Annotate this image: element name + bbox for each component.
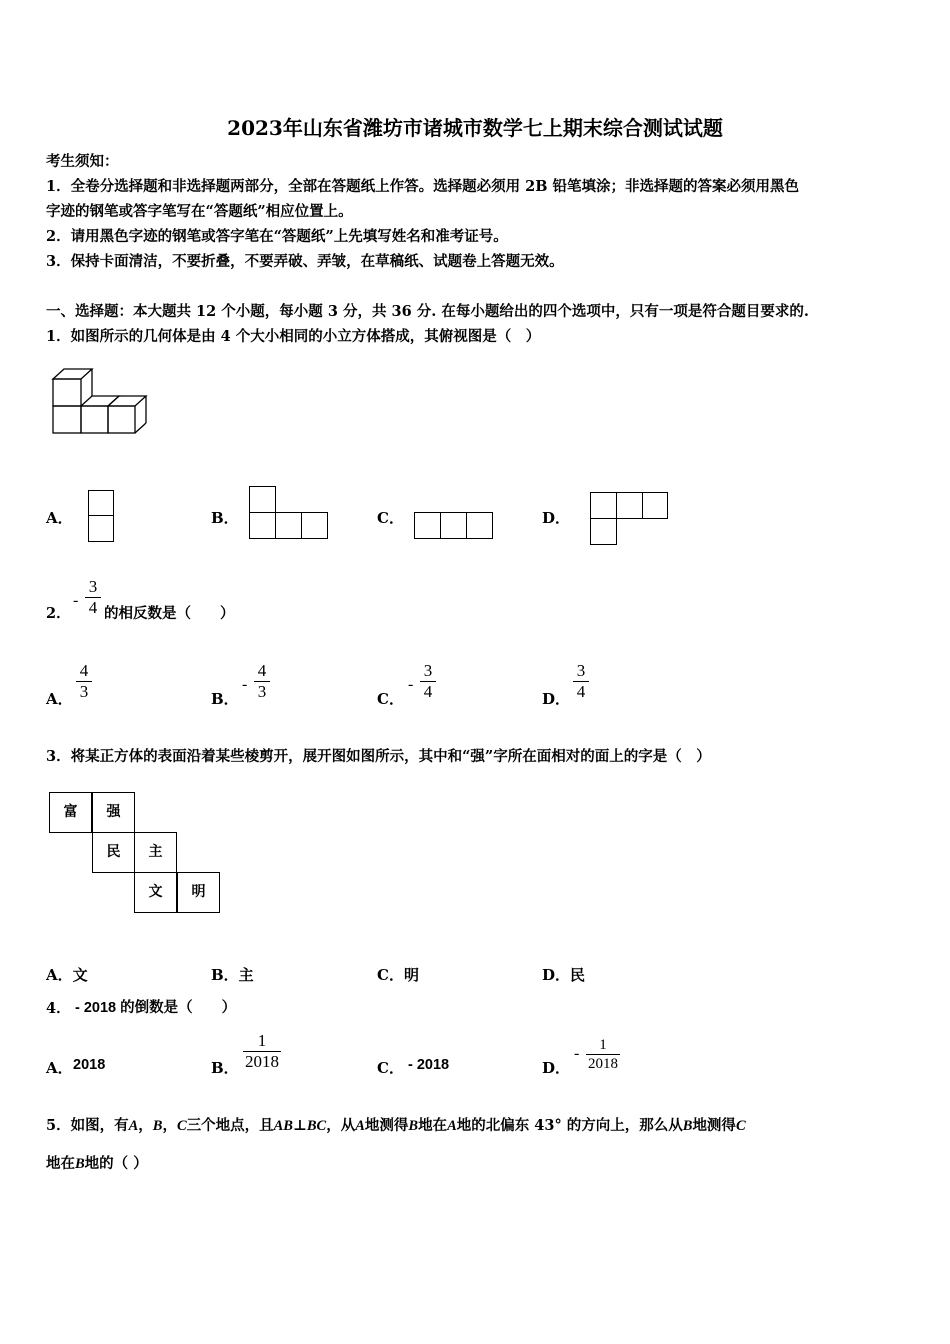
q3-option-d: D．民	[542, 966, 586, 984]
q2-option-d-label: D．	[542, 690, 571, 708]
q4-option-b-label: B．	[211, 1059, 239, 1077]
q2-option-b-label: B．	[211, 690, 239, 708]
q1-option-c-label: C．	[377, 509, 404, 527]
q5-stem-line-1: 5．如图，有A，B，C三个地点，且AB⊥BC，从A地测得B地在A地的北偏东 43° 的方向上，那么从B地测得C	[46, 1117, 746, 1134]
q1-stem: 1．如图所示的几何体是由 4 个大小相同的小立方体搭成，其俯视图是（ ）	[46, 328, 541, 345]
q2-option-a-label: A．	[46, 690, 73, 708]
net-face-min: 民	[92, 832, 135, 873]
q3-option-a: A．文	[46, 966, 88, 984]
notice-heading: 考生须知：	[46, 153, 119, 170]
notice-item-3: 3．保持卡面清洁，不要折叠，不要弄破、弄皱，在草稿纸、试题卷上答题无效。	[46, 253, 564, 270]
net-face-fu: 富	[49, 792, 92, 833]
q2-number: 2．	[46, 605, 71, 622]
q4-option-d-fraction: 1 2018	[588, 1037, 618, 1072]
notice-item-2: 2．请用黑色字迹的钢笔或答字笔在“答题纸”上先填写姓名和准考证号。	[46, 228, 508, 245]
q2-option-c-label: C．	[377, 690, 404, 708]
q3-option-c: C．明	[377, 966, 419, 984]
q2-option-d-fraction: 3 4	[571, 662, 591, 701]
q4-option-c-label: C．	[377, 1059, 404, 1077]
q4-option-d-label: D．	[542, 1059, 571, 1077]
q4-option-a-value: 2018	[73, 1057, 106, 1073]
q4-option-d-minus: -	[574, 1045, 580, 1062]
section-heading: 一、选择题：本大题共 12 个小题，每小题 3 分，共 36 分. 在每小题给出的四个选项中，只有一项是符合题目要求的.	[46, 303, 809, 320]
net-face-zhu: 主	[134, 832, 177, 873]
q2-fraction	[83, 578, 103, 617]
net-face-ming: 明	[177, 872, 220, 913]
q2-numerator: 3	[88, 577, 98, 596]
q4-option-b-fraction: 1 2018	[245, 1031, 279, 1071]
q4-option-c-value: - 2018	[408, 1057, 450, 1073]
q1-option-d-label: D．	[542, 509, 571, 527]
q1-option-a-label: A．	[46, 509, 73, 527]
q1-option-b-label: B．	[211, 509, 239, 527]
net-face-qiang: 强	[92, 792, 135, 833]
q4-option-a-label: A．	[46, 1059, 73, 1077]
q3-stem: 3．将某正方体的表面沿着某些棱剪开，展开图如图所示，其中和“强”字所在面相对的面上的字是（ ）	[46, 748, 711, 765]
q2-stem-suffix: 的相反数是（ ）	[104, 605, 235, 622]
q2-option-b-fraction: 4 3	[252, 662, 272, 701]
page-title: 2023年山东省潍坊市诸城市数学七上期末综合测试试题	[227, 116, 723, 140]
q2-denominator: 4	[88, 598, 98, 617]
q1-cube-figure	[50, 368, 150, 436]
q3-option-b: B．主	[211, 966, 254, 984]
q5-stem-line-2: 地在B地的（ ）	[46, 1155, 148, 1172]
net-face-wen: 文	[134, 872, 177, 913]
q2-option-b-minus: -	[242, 676, 248, 693]
q4-number: 4．	[46, 1000, 71, 1017]
q2-option-a-fraction: 4 3	[74, 662, 94, 701]
notice-item-1-line-1: 1．全卷分选择题和非选择题两部分，全部在答题纸上作答。选择题必须用 2B 铅笔填涂；非选择题的答案必须用黑色	[46, 178, 800, 195]
q2-option-c-minus: -	[408, 676, 414, 693]
notice-item-1-line-2: 字迹的钢笔或答字笔写在“答题纸”相应位置上。	[46, 203, 353, 220]
q2-minus-sign: -	[73, 592, 79, 609]
q2-option-c-fraction: 3 4	[418, 662, 438, 701]
q4-stem: - 2018 的倒数是（ ）	[75, 1000, 237, 1016]
